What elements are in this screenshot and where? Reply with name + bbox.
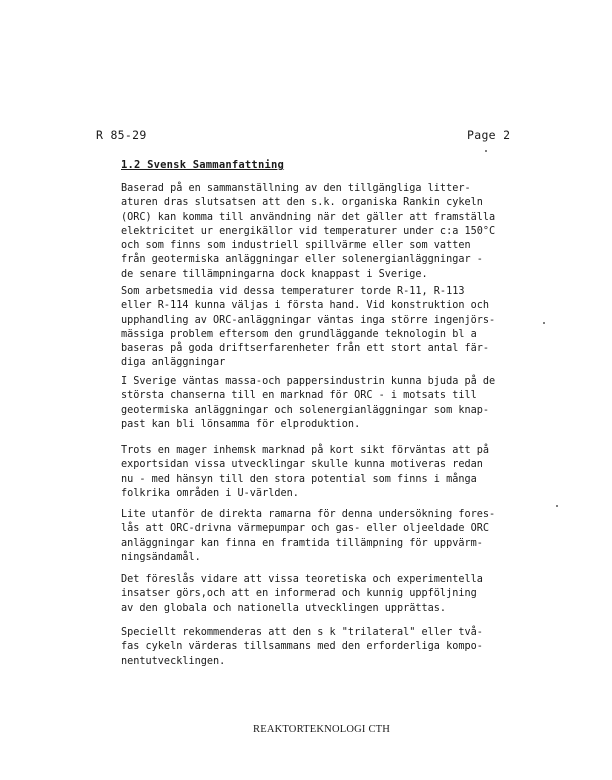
paragraph-line: fas cykeln värderas tillsammans med den erforderliga kompo-: [121, 641, 483, 653]
paragraph-3: [121, 375, 521, 432]
paragraph-line: eller R-114 kunna väljas i första hand. Vid konstruktion och: [121, 300, 490, 312]
paragraph-2: [121, 285, 521, 371]
paragraph-line: aturen dras slutsatsen att den s.k. organiska Rankin cykeln: [121, 197, 483, 209]
paragraph-line: past kan bli lönsamma för elproduktion.: [121, 418, 361, 430]
paragraph-line: folkrika områden i U-världen.: [121, 487, 299, 499]
paragraph-line: upphandling av ORC-anläggningar väntas inga större ingenjörs-: [121, 314, 496, 326]
paragraph-line: största chanserna till en marknad för ORC - i motsats till: [121, 390, 477, 402]
page-number: Page 2: [467, 128, 511, 142]
scan-speck: [485, 150, 487, 152]
paragraph-line: mässiga problem eftersom den grundläggande teknologin bl a: [121, 328, 477, 340]
paragraph-line: (ORC) kan komma till användning när det gäller att framställa: [121, 211, 496, 223]
paragraph-line: Det föreslås vidare att vissa teoretiska och experimentella: [121, 574, 483, 585]
paragraph-line: elektricitet ur energikällor vid temperaturer under c:a 150°C: [121, 225, 496, 237]
paragraph-line: I Sverige väntas massa-och pappersindustrin kunna bjuda på de: [121, 376, 496, 387]
paragraph-7: [121, 626, 521, 669]
paragraph-line: nentutvecklingen.: [121, 655, 226, 667]
paragraph-line: Lite utanför de direkta ramarna för denna undersökning fores-: [121, 509, 496, 520]
paragraph-line: nu - med hänsyn till den stora potential som finns i många: [121, 473, 477, 485]
paragraph-line: av den globala och nationella utvecklingen upprättas.: [121, 602, 447, 614]
paragraph-line: insatser görs,och att en informerad och kunnig uppföljning: [121, 588, 477, 600]
paragraph-line: från geotermiska anläggningar eller solenergianläggningar -: [121, 254, 483, 266]
paragraph-line: Trots en mager inhemsk marknad på kort sikt förväntas att på: [121, 445, 490, 456]
section-heading: 1.2 Svensk Sammanfattning: [121, 159, 285, 171]
paragraph-line: de senare tillämpningarna dock knappast i Sverige.: [121, 268, 428, 280]
footer-department: REAKTORTEKNOLOGI CTH: [253, 724, 391, 735]
paragraph-line: geotermiska anläggningar och solenergianläggningar som knap-: [121, 404, 490, 416]
report-id: R 85-29: [96, 128, 147, 142]
paragraph-line: diga anläggningar: [121, 357, 226, 369]
paragraph-line: Baserad på en sammanställning av den tillgängliga litter-: [121, 183, 471, 194]
paragraph-line: anläggningar kan finna en framtida tillämpning för uppvärm-: [121, 537, 483, 549]
scan-speck: [556, 505, 558, 507]
paragraph-line: baseras på goda driftserfarenheter från ett stort antal fär-: [121, 343, 490, 355]
paragraph-line: och som finns som industriell spillvärme eller som vatten: [121, 240, 471, 252]
paragraph-line: Speciellt rekommenderas att den s k "trilateral" eller två-: [121, 627, 483, 638]
paragraph-line: ningsändamål.: [121, 551, 201, 563]
paragraph-5: [121, 508, 521, 565]
paragraph-line: Som arbetsmedia vid dessa temperaturer torde R-11, R-113: [121, 286, 465, 297]
paragraph-6: [121, 573, 521, 616]
paragraph-line: lås att ORC-drivna värmepumpar och gas- eller oljeeldade ORC: [121, 523, 490, 535]
paragraph-4: [121, 444, 521, 501]
paragraph-1: [121, 182, 521, 282]
paragraph-line: exportsidan vissa utvecklingar skulle kunna motiveras redan: [121, 459, 483, 471]
scan-speck: [543, 322, 545, 324]
